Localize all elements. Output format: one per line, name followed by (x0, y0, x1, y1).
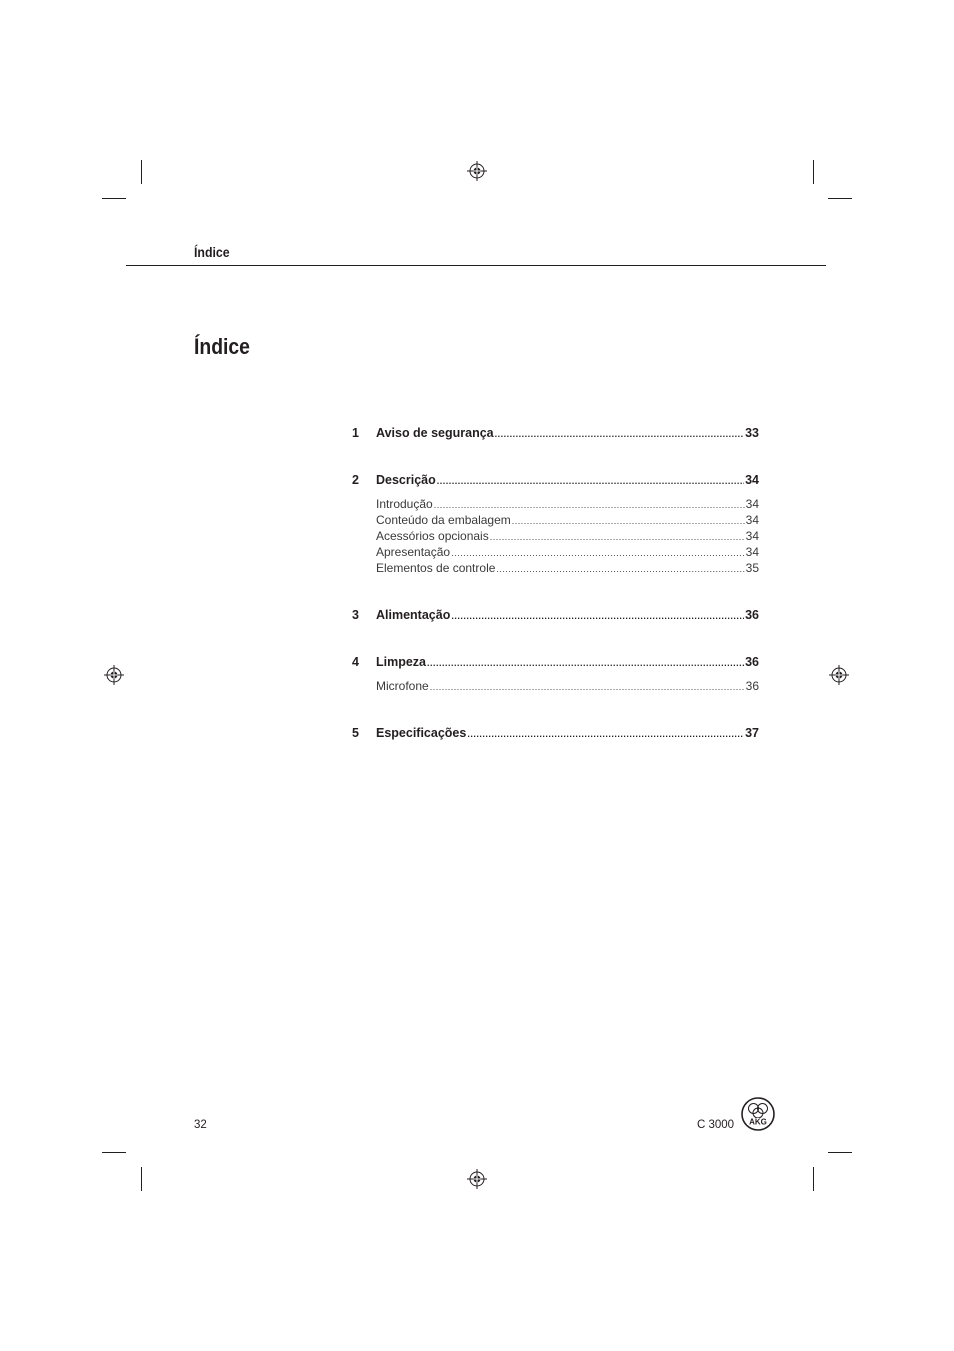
toc-leader-dots (450, 545, 745, 561)
toc-leader-dots (511, 513, 745, 529)
crop-mark-top-right-vertical (813, 160, 814, 184)
toc-leader-dots (450, 606, 744, 626)
toc-subentry-title: Elementos de controle (376, 561, 496, 575)
toc-leader-dots (489, 529, 745, 545)
toc-entry-number: 2 (352, 473, 359, 487)
table-of-contents (352, 423, 759, 770)
crop-mark-top-left-vertical (141, 160, 142, 184)
crop-mark-bottom-right-horizontal (828, 1152, 852, 1153)
toc-entry-title: Descrição (376, 473, 436, 487)
model-name: C 3000 (697, 1119, 735, 1131)
toc-subentry[interactable] (352, 496, 759, 512)
toc-subentry-page: 34 (745, 513, 759, 527)
crop-mark-bottom-left-vertical (141, 1167, 142, 1191)
registration-mark-bottom-icon (467, 1169, 487, 1189)
toc-entry-page: 36 (745, 655, 759, 669)
toc-subentry-page: 34 (745, 545, 759, 559)
toc-subsection-list (352, 496, 759, 576)
toc-subentry-title: Conteúdo da embalagem (376, 513, 511, 527)
toc-leader-dots (433, 497, 745, 513)
toc-section (352, 723, 759, 743)
toc-subentry[interactable] (352, 544, 759, 560)
toc-entry[interactable] (352, 723, 759, 743)
toc-entry-number: 3 (352, 608, 359, 622)
toc-subsection-list (352, 678, 759, 694)
toc-section (352, 470, 759, 576)
running-head: Índice (194, 244, 230, 260)
toc-entry-number: 5 (352, 726, 359, 740)
toc-entry[interactable] (352, 423, 759, 443)
svg-text:AKG: AKG (749, 1117, 767, 1127)
toc-leader-dots (429, 679, 745, 695)
toc-subentry-page: 34 (745, 497, 759, 511)
toc-subentry[interactable] (352, 560, 759, 576)
toc-entry[interactable] (352, 605, 759, 625)
toc-section (352, 652, 759, 694)
toc-subentry[interactable] (352, 512, 759, 528)
toc-entry-number: 4 (352, 655, 359, 669)
toc-entry[interactable] (352, 652, 759, 672)
toc-entry-title: Especificações (376, 726, 467, 740)
toc-entry-page: 36 (745, 608, 759, 622)
toc-entry-title: Alimentação (376, 608, 451, 622)
toc-leader-dots (466, 724, 744, 744)
toc-leader-dots (495, 561, 744, 577)
toc-leader-dots (426, 653, 744, 673)
toc-leader-dots (494, 424, 744, 444)
toc-subentry-title: Apresentação (376, 545, 451, 559)
toc-entry-page: 34 (745, 473, 759, 487)
toc-entry-page: 33 (745, 426, 759, 440)
toc-subentry-page: 36 (745, 679, 759, 693)
toc-leader-dots (436, 471, 744, 491)
crop-mark-bottom-right-vertical (813, 1167, 814, 1191)
crop-mark-top-right-horizontal (828, 198, 852, 199)
toc-entry[interactable] (352, 470, 759, 490)
registration-mark-right-icon (829, 665, 849, 685)
toc-subentry-title: Microfone (376, 679, 429, 693)
toc-subentry-page: 35 (745, 561, 759, 575)
toc-subentry[interactable] (352, 678, 759, 694)
toc-subentry-page: 34 (745, 529, 759, 543)
registration-mark-left-icon (104, 665, 124, 685)
header-rule (126, 265, 826, 266)
toc-subentry-title: Acessórios opcionais (376, 529, 489, 543)
toc-section (352, 423, 759, 443)
registration-mark-top-icon (467, 161, 487, 181)
toc-entry-number: 1 (352, 426, 359, 440)
crop-mark-top-left-horizontal (102, 198, 126, 199)
toc-entry-page: 37 (745, 726, 759, 740)
toc-subentry-title: Introdução (376, 497, 433, 511)
toc-section (352, 605, 759, 625)
toc-subentry[interactable] (352, 528, 759, 544)
page-title: Índice (194, 334, 250, 359)
crop-mark-bottom-left-horizontal (102, 1152, 126, 1153)
page-number: 32 (194, 1119, 207, 1131)
akg-logo-icon (741, 1097, 775, 1131)
toc-entry-title: Aviso de segurança (376, 426, 494, 440)
toc-entry-title: Limpeza (376, 655, 427, 669)
